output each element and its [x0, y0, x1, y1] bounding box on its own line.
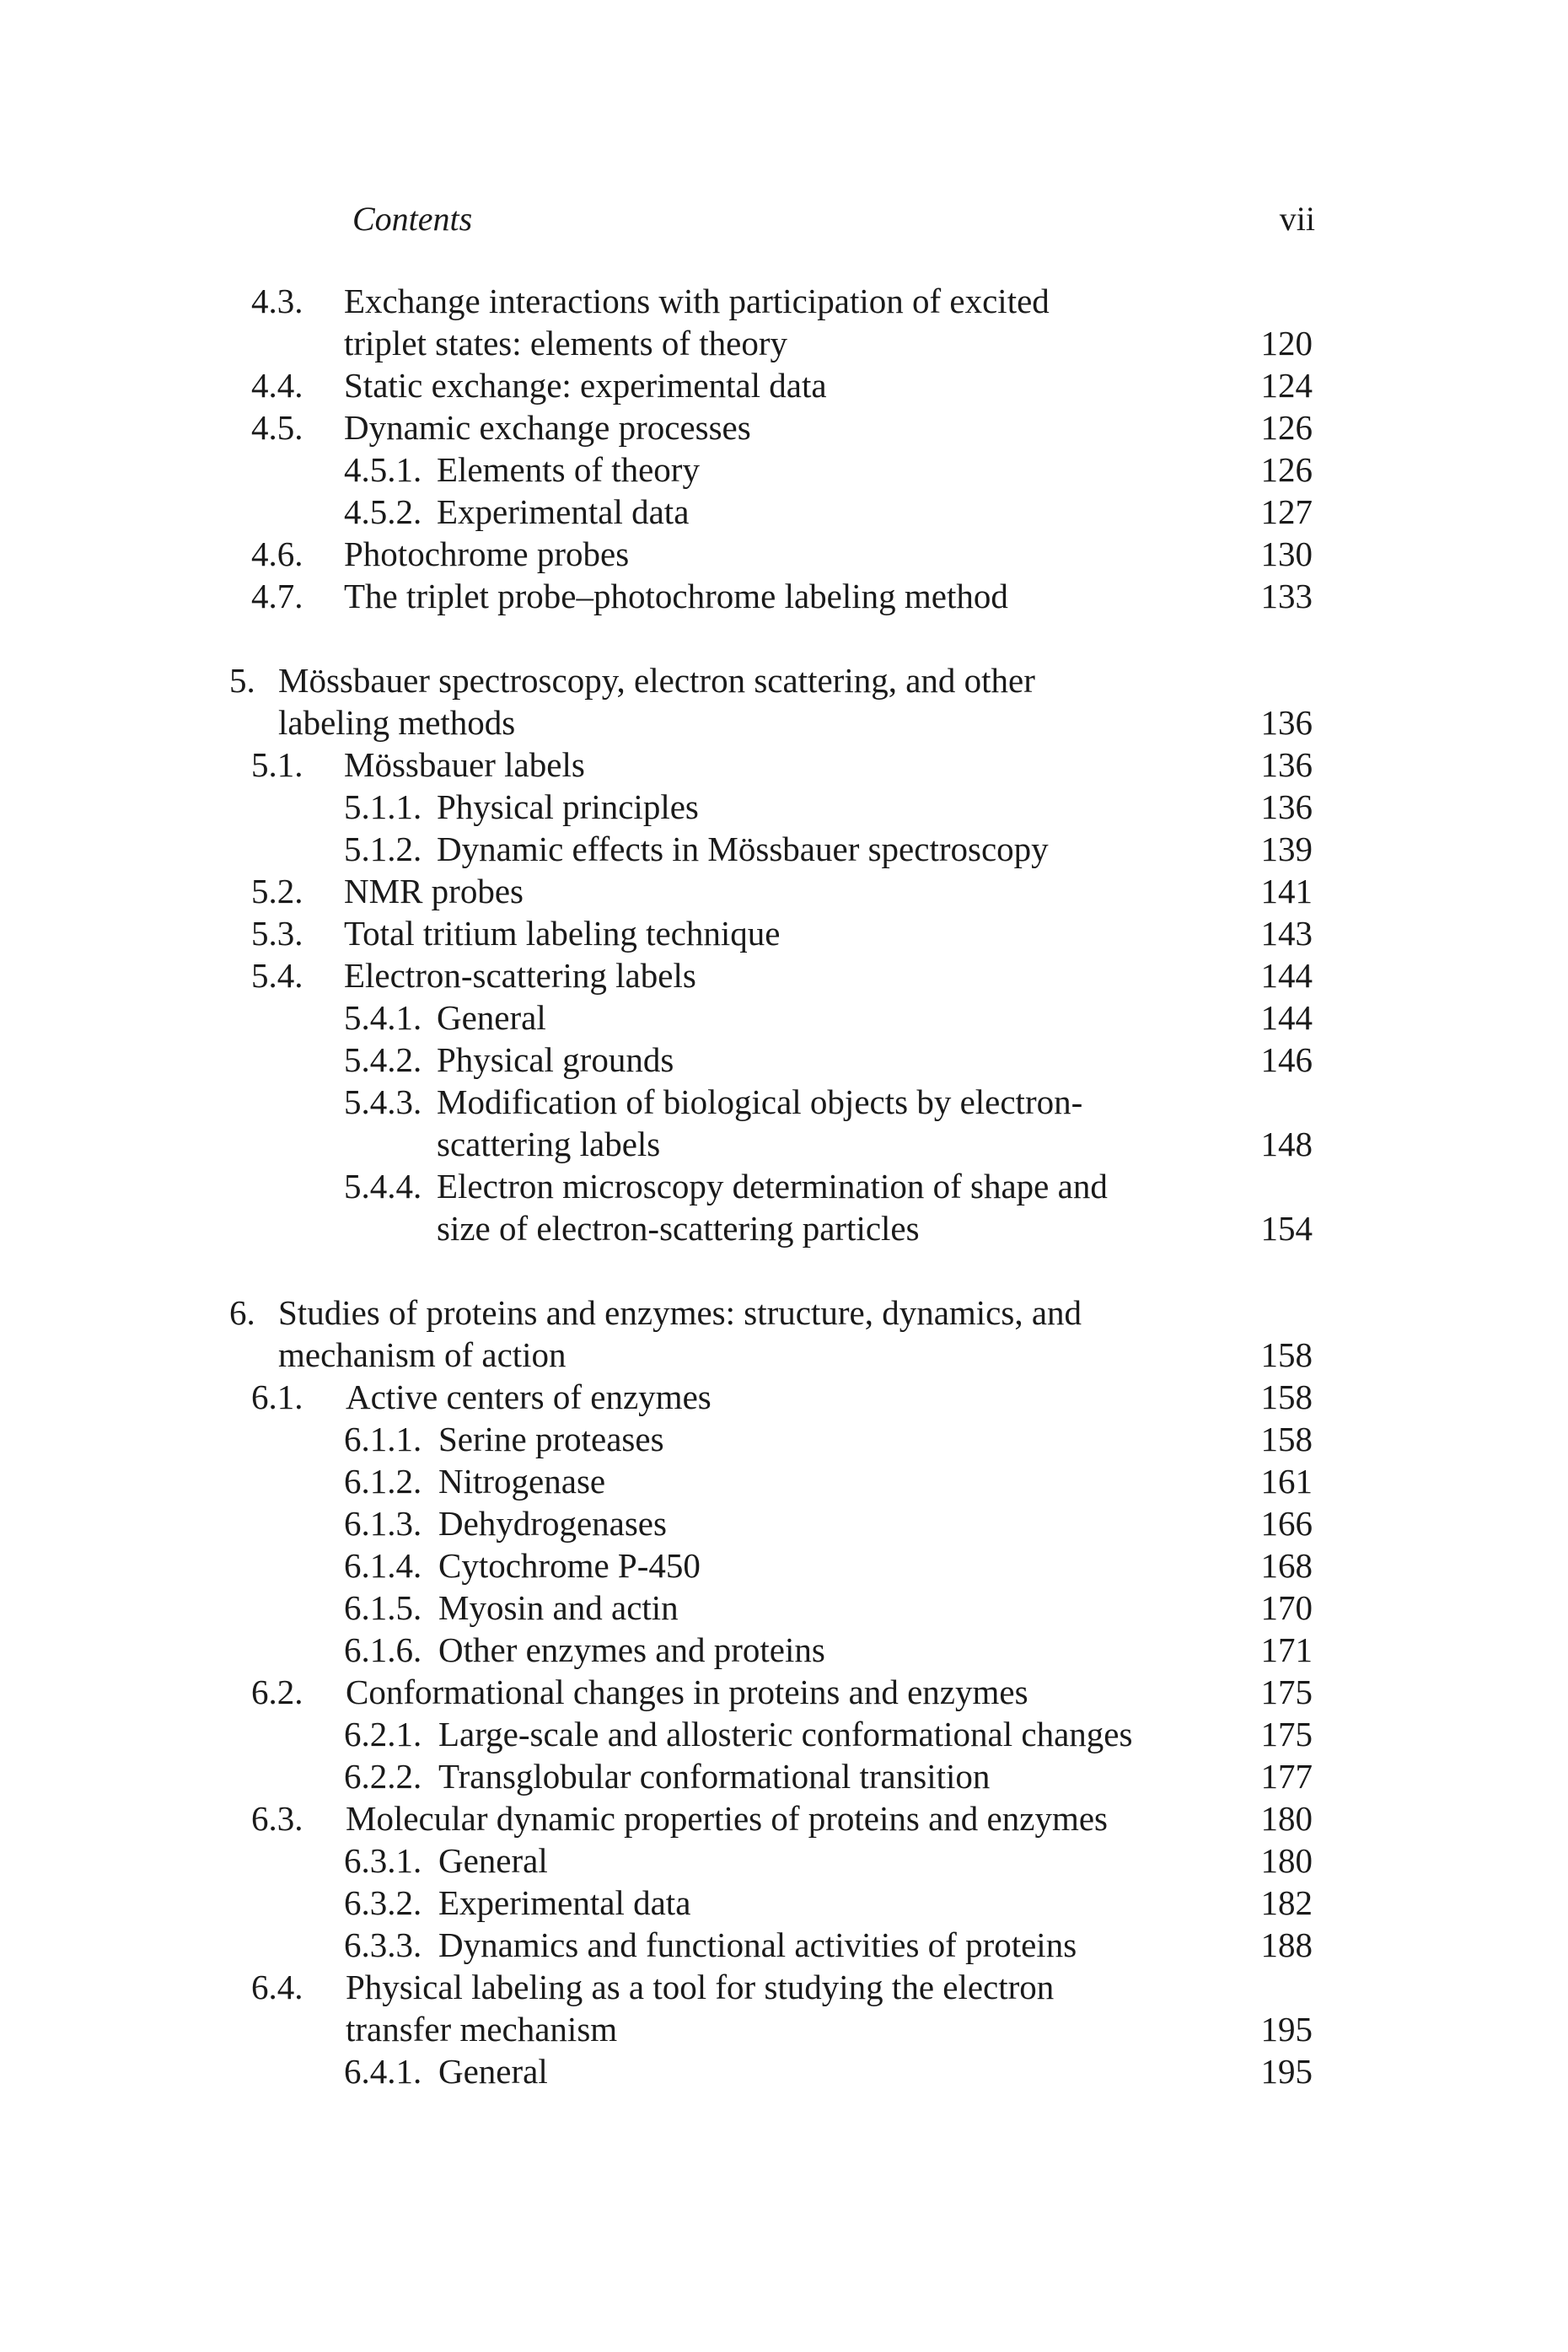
toc-entry-page: 158 [1260, 1335, 1313, 1374]
toc-entry-page: 136 [1260, 703, 1313, 742]
toc-entry-page: 175 [1260, 1715, 1313, 1753]
toc-entry-page: 126 [1260, 450, 1313, 489]
toc-entry-page: 143 [1260, 914, 1313, 953]
toc-entry-title: scattering labels [437, 1125, 661, 1163]
running-header-page-number: vii [1279, 200, 1315, 238]
toc-entry-number: 6.3.1. [344, 1841, 422, 1880]
toc-entry [0, 280, 1568, 322]
toc-entry [0, 996, 1568, 1039]
toc-entry [0, 1713, 1568, 1755]
toc-entry-title: Dynamic exchange processes [344, 408, 751, 447]
toc-entry-number: 6.1.2. [344, 1462, 422, 1501]
toc-entry-number: 4.3. [251, 282, 303, 320]
toc-entry-page: 182 [1260, 1883, 1313, 1922]
toc-entry-page: 166 [1260, 1504, 1313, 1543]
toc-entry [0, 701, 1568, 744]
toc-entry-title: Mössbauer labels [344, 745, 585, 784]
toc-entry-page: 177 [1260, 1757, 1313, 1796]
toc-entry [0, 406, 1568, 448]
toc-entry [0, 1797, 1568, 1839]
toc-entry-page: 136 [1260, 787, 1313, 826]
toc-entry-page: 124 [1260, 366, 1313, 405]
toc-entry-title: Physical principles [437, 787, 699, 826]
toc-entry [0, 1839, 1568, 1882]
toc-entry-page: 144 [1260, 998, 1313, 1037]
toc-entry [0, 744, 1568, 786]
toc-entry-page: 139 [1260, 830, 1313, 868]
toc-entry-title: transfer mechanism [346, 2010, 618, 2049]
toc-entry-number: 5.4.2. [344, 1040, 422, 1079]
toc-entry-title: Dehydrogenases [438, 1504, 667, 1543]
toc-entry-title: Large-scale and allosteric conformational changes [438, 1715, 1133, 1753]
toc-entry-title: size of electron-scattering particles [437, 1209, 920, 1248]
toc-entry-number: 5.4. [251, 956, 303, 995]
toc-entry-number: 6.4. [251, 1968, 303, 2006]
toc-entry-number: 6.1.1. [344, 1420, 422, 1458]
toc-entry [0, 954, 1568, 996]
toc-entry-title: Active centers of enzymes [346, 1377, 712, 1416]
toc-entry-title: Photochrome probes [344, 534, 630, 573]
toc-entry-number: 6.4.1. [344, 2052, 422, 2091]
toc-entry-number: 5. [229, 661, 255, 700]
toc-entry-page: 154 [1260, 1209, 1313, 1248]
toc-entry-number: 6.2.1. [344, 1715, 422, 1753]
toc-entry-title: Transglobular conformational transition [438, 1757, 991, 1796]
toc-entry-title: labeling methods [278, 703, 516, 742]
toc-entry-title: Dynamics and functional activities of proteins [438, 1925, 1077, 1964]
toc-entry [0, 912, 1568, 954]
toc-entry [0, 1502, 1568, 1544]
toc-entry-page: 146 [1260, 1040, 1313, 1079]
toc-entry [0, 1123, 1568, 1165]
toc-entry-title: The triplet probe–photochrome labeling method [344, 577, 1008, 615]
toc-entry-title: triplet states: elements of theory [344, 324, 788, 362]
toc-entry-title: Physical grounds [437, 1040, 674, 1079]
toc-entry [0, 828, 1568, 870]
toc-entry-title: Physical labeling as a tool for studying the electron [346, 1968, 1055, 2006]
toc-entry [0, 1882, 1568, 1924]
running-header-title: Contents [352, 200, 473, 238]
toc-entry [0, 1291, 1568, 1334]
toc-entry-page: 148 [1260, 1125, 1313, 1163]
toc-entry-title: General [437, 998, 546, 1037]
toc-entry-title: Experimental data [438, 1883, 691, 1922]
toc-entry [0, 1418, 1568, 1460]
toc-entry-page: 161 [1260, 1462, 1313, 1501]
toc-entry [0, 1544, 1568, 1587]
toc-entry-number: 6.1.3. [344, 1504, 422, 1543]
toc-entry-page: 136 [1260, 745, 1313, 784]
toc-entry-title: mechanism of action [278, 1335, 567, 1374]
toc-entry-page: 195 [1260, 2010, 1313, 2049]
toc-entry-number: 4.7. [251, 577, 303, 615]
toc-entry-page: 195 [1260, 2052, 1313, 2091]
toc-entry [0, 1671, 1568, 1713]
toc-entry [0, 491, 1568, 533]
toc-entry-number: 6.1. [251, 1377, 303, 1416]
toc-entry-page: 180 [1260, 1799, 1313, 1838]
toc-entry-page: 126 [1260, 408, 1313, 447]
toc-entry-title: Myosin and actin [438, 1588, 679, 1627]
toc-entry-title: Conformational changes in proteins and enzymes [346, 1673, 1028, 1711]
toc-entry-title: Serine proteases [438, 1420, 664, 1458]
toc-entry-title: Electron microscopy determination of shape and [437, 1167, 1108, 1206]
toc-entry [0, 1334, 1568, 1376]
toc-entry-title: Dynamic effects in Mössbauer spectroscopy [437, 830, 1049, 868]
toc-entry [0, 1966, 1568, 2008]
toc-entry-title: NMR probes [344, 872, 524, 910]
toc-entry [0, 1376, 1568, 1418]
toc-entry [0, 1587, 1568, 1629]
toc-entry-number: 6.3.2. [344, 1883, 422, 1922]
toc-entry-title: Electron-scattering labels [344, 956, 696, 995]
toc-entry-title: Static exchange: experimental data [344, 366, 827, 405]
toc-entry-number: 6.2. [251, 1673, 303, 1711]
toc-entry [0, 1207, 1568, 1249]
toc-entry-page: 141 [1260, 872, 1313, 910]
toc-entry-number: 5.1. [251, 745, 303, 784]
toc-entry-page: 168 [1260, 1546, 1313, 1585]
toc-entry-number: 6.3. [251, 1799, 303, 1838]
toc-entry-title: Studies of proteins and enzymes: structure, dynamics, and [278, 1293, 1082, 1332]
toc-entry [0, 2008, 1568, 2050]
toc-entry-number: 6. [229, 1293, 255, 1332]
toc-entry [0, 322, 1568, 364]
toc-entry-page: 180 [1260, 1841, 1313, 1880]
toc-entry [0, 1755, 1568, 1797]
toc-entry-page: 127 [1260, 492, 1313, 531]
toc-entry-title: Experimental data [437, 492, 690, 531]
toc-entry [0, 1629, 1568, 1671]
toc-entry-title: Total tritium labeling technique [344, 914, 781, 953]
toc-entry-number: 6.1.6. [344, 1630, 422, 1669]
toc-entry-title: Molecular dynamic properties of proteins and enzymes [346, 1799, 1108, 1838]
toc-entry-number: 5.4.4. [344, 1167, 422, 1206]
toc-entry-number: 6.2.2. [344, 1757, 422, 1796]
toc-entry [0, 1460, 1568, 1502]
toc-entry-title: Elements of theory [437, 450, 700, 489]
toc-entry-number: 5.1.2. [344, 830, 422, 868]
toc-entry-page: 188 [1260, 1925, 1313, 1964]
toc-entry-page: 170 [1260, 1588, 1313, 1627]
toc-entry-title: Modification of biological objects by electron- [437, 1082, 1083, 1121]
toc-entry [0, 870, 1568, 912]
toc-entry [0, 364, 1568, 406]
toc-entry [0, 659, 1568, 701]
toc-entry-title: Cytochrome P-450 [438, 1546, 701, 1585]
toc-entry [0, 1924, 1568, 1966]
toc-entry [0, 1039, 1568, 1081]
toc-entry-title: Mössbauer spectroscopy, electron scattering, and other [278, 661, 1035, 700]
toc-entry-number: 6.1.4. [344, 1546, 422, 1585]
toc-entry-page: 130 [1260, 534, 1313, 573]
toc-entry [0, 448, 1568, 491]
toc-entry-page: 175 [1260, 1673, 1313, 1711]
toc-entry-title: Other enzymes and proteins [438, 1630, 825, 1669]
toc-entry-number: 4.5.2. [344, 492, 422, 531]
toc-entry-page: 158 [1260, 1420, 1313, 1458]
toc-entry [0, 575, 1568, 617]
toc-entry-title: Nitrogenase [438, 1462, 606, 1501]
toc-entry [0, 786, 1568, 828]
toc-entry-number: 4.5.1. [344, 450, 422, 489]
toc-entry [0, 533, 1568, 575]
toc-entry-number: 6.3.3. [344, 1925, 422, 1964]
toc-entry-page: 120 [1260, 324, 1313, 362]
toc-entry-number: 5.3. [251, 914, 303, 953]
toc-entry-page: 144 [1260, 956, 1313, 995]
toc-entry-number: 5.2. [251, 872, 303, 910]
toc-entry [0, 1081, 1568, 1123]
toc-entry-number: 6.1.5. [344, 1588, 422, 1627]
toc-entry [0, 2050, 1568, 2092]
toc-entry-number: 5.4.1. [344, 998, 422, 1037]
toc-entry [0, 1165, 1568, 1207]
toc-entry-number: 4.4. [251, 366, 303, 405]
toc-entry-title: General [438, 2052, 548, 2091]
toc-entry-number: 5.1.1. [344, 787, 422, 826]
toc-entry-title: General [438, 1841, 548, 1880]
toc-entry-page: 133 [1260, 577, 1313, 615]
toc-entry-number: 4.6. [251, 534, 303, 573]
toc-entry-title: Exchange interactions with participation of excited [344, 282, 1050, 320]
toc-entry-number: 4.5. [251, 408, 303, 447]
toc-entry-page: 158 [1260, 1377, 1313, 1416]
toc-entry-number: 5.4.3. [344, 1082, 422, 1121]
toc-entry-page: 171 [1260, 1630, 1313, 1669]
